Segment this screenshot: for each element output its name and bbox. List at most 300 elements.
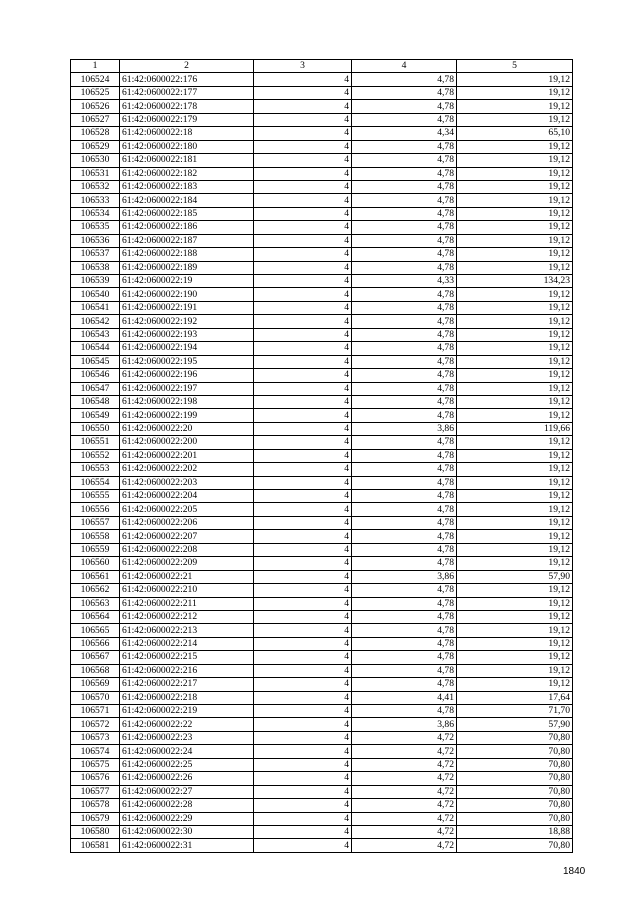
row-id-cell: 106561: [71, 570, 120, 583]
value-4-cell: 4,78: [352, 73, 457, 86]
column-header-2: 2: [120, 60, 254, 73]
value-4-cell: 4,78: [352, 516, 457, 529]
row-id-cell: 106577: [71, 785, 120, 798]
cadastral-number-cell: 61:42:0600022:187: [120, 234, 254, 247]
value-5-cell: 19,12: [457, 436, 573, 449]
table-row: [71, 664, 573, 677]
cadastral-number-cell: 61:42:0600022:200: [120, 436, 254, 449]
table-row: [71, 570, 573, 583]
table-row: [71, 113, 573, 126]
table-row: [71, 463, 573, 476]
cadastral-number-cell: 61:42:0600022:194: [120, 342, 254, 355]
value-4-cell: 4,78: [352, 557, 457, 570]
table-row: [71, 436, 573, 449]
row-id-cell: 106557: [71, 516, 120, 529]
value-5-cell: 70,80: [457, 812, 573, 825]
cadastral-number-cell: 61:42:0600022:207: [120, 530, 254, 543]
cadastral-number-cell: 61:42:0600022:25: [120, 758, 254, 771]
value-3-cell: 4: [254, 718, 352, 731]
value-4-cell: 4,78: [352, 154, 457, 167]
row-id-cell: 106568: [71, 664, 120, 677]
table-row: [71, 382, 573, 395]
cadastral-number-cell: 61:42:0600022:195: [120, 355, 254, 368]
table-row: [71, 100, 573, 113]
row-id-cell: 106572: [71, 718, 120, 731]
value-3-cell: 4: [254, 678, 352, 691]
value-3-cell: 4: [254, 799, 352, 812]
cadastral-number-cell: 61:42:0600022:202: [120, 463, 254, 476]
column-header-3: 3: [254, 60, 352, 73]
value-3-cell: 4: [254, 745, 352, 758]
value-5-cell: 19,12: [457, 449, 573, 462]
value-3-cell: 4: [254, 355, 352, 368]
value-3-cell: 4: [254, 785, 352, 798]
cadastral-number-cell: 61:42:0600022:185: [120, 207, 254, 220]
value-5-cell: 19,12: [457, 503, 573, 516]
table-body: [71, 73, 573, 852]
value-3-cell: 4: [254, 584, 352, 597]
table-row: [71, 812, 573, 825]
table-row: [71, 584, 573, 597]
value-3-cell: 4: [254, 476, 352, 489]
cadastral-number-cell: 61:42:0600022:205: [120, 503, 254, 516]
cadastral-number-cell: 61:42:0600022:26: [120, 772, 254, 785]
value-5-cell: 70,80: [457, 731, 573, 744]
value-3-cell: 4: [254, 758, 352, 771]
row-id-cell: 106556: [71, 503, 120, 516]
value-3-cell: 4: [254, 140, 352, 153]
cadastral-number-cell: 61:42:0600022:18: [120, 127, 254, 140]
value-4-cell: 4,78: [352, 288, 457, 301]
cadastral-number-cell: 61:42:0600022:181: [120, 154, 254, 167]
page-number: 1840: [563, 866, 586, 877]
cadastral-number-cell: 61:42:0600022:20: [120, 422, 254, 435]
cadastral-number-cell: 61:42:0600022:189: [120, 261, 254, 274]
value-5-cell: 19,12: [457, 301, 573, 314]
row-id-cell: 106535: [71, 221, 120, 234]
value-3-cell: 4: [254, 557, 352, 570]
value-5-cell: 70,80: [457, 772, 573, 785]
value-3-cell: 4: [254, 503, 352, 516]
table-row: [71, 140, 573, 153]
value-5-cell: 19,12: [457, 610, 573, 623]
value-3-cell: 4: [254, 812, 352, 825]
cadastral-number-cell: 61:42:0600022:213: [120, 624, 254, 637]
value-5-cell: 19,12: [457, 516, 573, 529]
row-id-cell: 106550: [71, 422, 120, 435]
value-4-cell: 4,78: [352, 543, 457, 556]
value-5-cell: 19,12: [457, 315, 573, 328]
value-5-cell: 19,12: [457, 154, 573, 167]
value-5-cell: 70,80: [457, 839, 573, 852]
value-4-cell: 4,78: [352, 597, 457, 610]
value-4-cell: 4,78: [352, 476, 457, 489]
row-id-cell: 106542: [71, 315, 120, 328]
cadastral-number-cell: 61:42:0600022:21: [120, 570, 254, 583]
value-5-cell: 70,80: [457, 745, 573, 758]
row-id-cell: 106552: [71, 449, 120, 462]
value-3-cell: 4: [254, 127, 352, 140]
value-4-cell: 4,78: [352, 651, 457, 664]
value-4-cell: 4,78: [352, 342, 457, 355]
value-5-cell: 19,12: [457, 73, 573, 86]
value-3-cell: 4: [254, 221, 352, 234]
value-5-cell: 19,12: [457, 288, 573, 301]
value-3-cell: 4: [254, 301, 352, 314]
value-5-cell: 19,12: [457, 234, 573, 247]
value-3-cell: 4: [254, 369, 352, 382]
value-3-cell: 4: [254, 436, 352, 449]
cadastral-number-cell: 61:42:0600022:22: [120, 718, 254, 731]
row-id-cell: 106546: [71, 369, 120, 382]
row-id-cell: 106576: [71, 772, 120, 785]
row-id-cell: 106541: [71, 301, 120, 314]
table-row: [71, 785, 573, 798]
table-row: [71, 678, 573, 691]
row-id-cell: 106567: [71, 651, 120, 664]
value-3-cell: 4: [254, 100, 352, 113]
value-3-cell: 4: [254, 315, 352, 328]
cadastral-number-cell: 61:42:0600022:31: [120, 839, 254, 852]
value-3-cell: 4: [254, 731, 352, 744]
value-5-cell: 19,12: [457, 113, 573, 126]
value-3-cell: 4: [254, 624, 352, 637]
value-4-cell: 4,72: [352, 839, 457, 852]
value-4-cell: 4,78: [352, 301, 457, 314]
row-id-cell: 106531: [71, 167, 120, 180]
value-4-cell: 4,78: [352, 503, 457, 516]
value-4-cell: 4,78: [352, 194, 457, 207]
table-row: [71, 624, 573, 637]
row-id-cell: 106525: [71, 86, 120, 99]
value-4-cell: 4,78: [352, 409, 457, 422]
table-row: [71, 248, 573, 261]
value-3-cell: 4: [254, 772, 352, 785]
table-row: [71, 422, 573, 435]
value-5-cell: 19,12: [457, 584, 573, 597]
table-row: [71, 73, 573, 86]
value-5-cell: 19,12: [457, 651, 573, 664]
value-4-cell: 4,41: [352, 691, 457, 704]
column-header-1: 1: [71, 60, 120, 73]
value-3-cell: 4: [254, 570, 352, 583]
value-3-cell: 4: [254, 154, 352, 167]
value-5-cell: 70,80: [457, 785, 573, 798]
cadastral-number-cell: 61:42:0600022:180: [120, 140, 254, 153]
value-4-cell: 4,34: [352, 127, 457, 140]
value-3-cell: 4: [254, 167, 352, 180]
table-row: [71, 651, 573, 664]
column-header-5: 5: [457, 60, 573, 73]
value-5-cell: 19,12: [457, 597, 573, 610]
cadastral-number-cell: 61:42:0600022:218: [120, 691, 254, 704]
value-3-cell: 4: [254, 113, 352, 126]
value-4-cell: 4,78: [352, 463, 457, 476]
table-row: [71, 275, 573, 288]
value-4-cell: 4,78: [352, 705, 457, 718]
cadastral-number-cell: 61:42:0600022:184: [120, 194, 254, 207]
value-3-cell: 4: [254, 664, 352, 677]
value-4-cell: 4,78: [352, 261, 457, 274]
value-4-cell: 4,72: [352, 799, 457, 812]
value-4-cell: 4,78: [352, 328, 457, 341]
value-5-cell: 19,12: [457, 543, 573, 556]
value-4-cell: 4,78: [352, 180, 457, 193]
cadastral-number-cell: 61:42:0600022:182: [120, 167, 254, 180]
cadastral-number-cell: 61:42:0600022:27: [120, 785, 254, 798]
header-row: [71, 60, 573, 73]
value-5-cell: 19,12: [457, 180, 573, 193]
value-4-cell: 4,72: [352, 772, 457, 785]
value-5-cell: 70,80: [457, 799, 573, 812]
value-4-cell: 4,78: [352, 369, 457, 382]
cadastral-number-cell: 61:42:0600022:176: [120, 73, 254, 86]
value-5-cell: 19,12: [457, 369, 573, 382]
value-5-cell: 19,12: [457, 382, 573, 395]
cadastral-number-cell: 61:42:0600022:216: [120, 664, 254, 677]
value-5-cell: 18,88: [457, 825, 573, 838]
value-4-cell: 4,72: [352, 745, 457, 758]
cadastral-number-cell: 61:42:0600022:30: [120, 825, 254, 838]
value-5-cell: 134,23: [457, 275, 573, 288]
table-row: [71, 261, 573, 274]
table-row: [71, 691, 573, 704]
table-row: [71, 557, 573, 570]
value-4-cell: 4,72: [352, 812, 457, 825]
table-row: [71, 597, 573, 610]
row-id-cell: 106524: [71, 73, 120, 86]
value-3-cell: 4: [254, 180, 352, 193]
cadastral-number-cell: 61:42:0600022:208: [120, 543, 254, 556]
row-id-cell: 106554: [71, 476, 120, 489]
value-5-cell: 19,12: [457, 637, 573, 650]
row-id-cell: 106566: [71, 637, 120, 650]
value-5-cell: 19,12: [457, 476, 573, 489]
cadastral-number-cell: 61:42:0600022:214: [120, 637, 254, 650]
table-row: [71, 234, 573, 247]
value-4-cell: 4,78: [352, 355, 457, 368]
value-5-cell: 19,12: [457, 194, 573, 207]
row-id-cell: 106574: [71, 745, 120, 758]
value-5-cell: 19,12: [457, 678, 573, 691]
value-4-cell: 4,78: [352, 100, 457, 113]
cadastral-number-cell: 61:42:0600022:203: [120, 476, 254, 489]
row-id-cell: 106537: [71, 248, 120, 261]
row-id-cell: 106528: [71, 127, 120, 140]
row-id-cell: 106578: [71, 799, 120, 812]
value-4-cell: 4,78: [352, 449, 457, 462]
value-3-cell: 4: [254, 490, 352, 503]
value-5-cell: 19,12: [457, 355, 573, 368]
table-row: [71, 503, 573, 516]
value-5-cell: 19,12: [457, 530, 573, 543]
table-row: [71, 825, 573, 838]
value-3-cell: 4: [254, 825, 352, 838]
table-row: [71, 490, 573, 503]
table-row: [71, 637, 573, 650]
value-4-cell: 4,78: [352, 382, 457, 395]
row-id-cell: 106551: [71, 436, 120, 449]
value-3-cell: 4: [254, 288, 352, 301]
table-row: [71, 221, 573, 234]
value-4-cell: 4,72: [352, 825, 457, 838]
value-4-cell: 3,86: [352, 718, 457, 731]
table-row: [71, 476, 573, 489]
row-id-cell: 106573: [71, 731, 120, 744]
value-4-cell: 4,78: [352, 664, 457, 677]
cadastral-number-cell: 61:42:0600022:217: [120, 678, 254, 691]
table-row: [71, 167, 573, 180]
row-id-cell: 106526: [71, 100, 120, 113]
value-4-cell: 4,72: [352, 785, 457, 798]
value-4-cell: 4,78: [352, 637, 457, 650]
value-5-cell: 17,64: [457, 691, 573, 704]
cadastral-number-cell: 61:42:0600022:188: [120, 248, 254, 261]
row-id-cell: 106534: [71, 207, 120, 220]
value-5-cell: 19,12: [457, 207, 573, 220]
table-row: [71, 207, 573, 220]
cadastral-number-cell: 61:42:0600022:183: [120, 180, 254, 193]
value-4-cell: 4,78: [352, 678, 457, 691]
row-id-cell: 106569: [71, 678, 120, 691]
value-4-cell: 4,78: [352, 490, 457, 503]
value-4-cell: 4,72: [352, 731, 457, 744]
value-3-cell: 4: [254, 207, 352, 220]
value-5-cell: 19,12: [457, 248, 573, 261]
table-row: [71, 86, 573, 99]
table-row: [71, 731, 573, 744]
row-id-cell: 106540: [71, 288, 120, 301]
table-row: [71, 328, 573, 341]
data-table: [70, 59, 573, 853]
table-row: [71, 758, 573, 771]
cadastral-number-cell: 61:42:0600022:178: [120, 100, 254, 113]
value-4-cell: 4,78: [352, 248, 457, 261]
table-row: [71, 369, 573, 382]
value-3-cell: 4: [254, 610, 352, 623]
value-4-cell: 4,78: [352, 167, 457, 180]
cadastral-number-cell: 61:42:0600022:28: [120, 799, 254, 812]
cadastral-number-cell: 61:42:0600022:197: [120, 382, 254, 395]
cadastral-number-cell: 61:42:0600022:24: [120, 745, 254, 758]
table-row: [71, 409, 573, 422]
cadastral-number-cell: 61:42:0600022:211: [120, 597, 254, 610]
value-5-cell: 19,12: [457, 167, 573, 180]
cadastral-number-cell: 61:42:0600022:29: [120, 812, 254, 825]
cadastral-number-cell: 61:42:0600022:191: [120, 301, 254, 314]
value-4-cell: 4,78: [352, 436, 457, 449]
row-id-cell: 106575: [71, 758, 120, 771]
value-5-cell: 65,10: [457, 127, 573, 140]
row-id-cell: 106562: [71, 584, 120, 597]
value-3-cell: 4: [254, 382, 352, 395]
value-5-cell: 19,12: [457, 557, 573, 570]
cadastral-number-cell: 61:42:0600022:23: [120, 731, 254, 744]
row-id-cell: 106579: [71, 812, 120, 825]
cadastral-number-cell: 61:42:0600022:190: [120, 288, 254, 301]
value-3-cell: 4: [254, 637, 352, 650]
value-5-cell: 19,12: [457, 86, 573, 99]
cadastral-number-cell: 61:42:0600022:196: [120, 369, 254, 382]
value-3-cell: 4: [254, 705, 352, 718]
row-id-cell: 106570: [71, 691, 120, 704]
value-5-cell: 19,12: [457, 463, 573, 476]
value-4-cell: 4,33: [352, 275, 457, 288]
value-3-cell: 4: [254, 463, 352, 476]
row-id-cell: 106539: [71, 275, 120, 288]
table-row: [71, 718, 573, 731]
table-row: [71, 449, 573, 462]
value-3-cell: 4: [254, 342, 352, 355]
table-row: [71, 180, 573, 193]
row-id-cell: 106571: [71, 705, 120, 718]
row-id-cell: 106581: [71, 839, 120, 852]
value-5-cell: 70,80: [457, 758, 573, 771]
cadastral-number-cell: 61:42:0600022:193: [120, 328, 254, 341]
value-5-cell: 57,90: [457, 718, 573, 731]
table-row: [71, 395, 573, 408]
row-id-cell: 106532: [71, 180, 120, 193]
value-5-cell: 119,66: [457, 422, 573, 435]
value-3-cell: 4: [254, 86, 352, 99]
value-5-cell: 19,12: [457, 409, 573, 422]
row-id-cell: 106530: [71, 154, 120, 167]
table-row: [71, 301, 573, 314]
value-3-cell: 4: [254, 543, 352, 556]
row-id-cell: 106549: [71, 409, 120, 422]
value-4-cell: 4,78: [352, 86, 457, 99]
row-id-cell: 106558: [71, 530, 120, 543]
value-3-cell: 4: [254, 839, 352, 852]
value-3-cell: 4: [254, 275, 352, 288]
table-row: [71, 342, 573, 355]
cadastral-number-cell: 61:42:0600022:209: [120, 557, 254, 570]
row-id-cell: 106559: [71, 543, 120, 556]
row-id-cell: 106580: [71, 825, 120, 838]
value-3-cell: 4: [254, 194, 352, 207]
cadastral-number-cell: 61:42:0600022:179: [120, 113, 254, 126]
value-5-cell: 19,12: [457, 221, 573, 234]
table-row: [71, 745, 573, 758]
row-id-cell: 106547: [71, 382, 120, 395]
value-3-cell: 4: [254, 395, 352, 408]
value-3-cell: 4: [254, 651, 352, 664]
table-row: [71, 530, 573, 543]
cadastral-number-cell: 61:42:0600022:198: [120, 395, 254, 408]
table-row: [71, 610, 573, 623]
value-5-cell: 19,12: [457, 624, 573, 637]
row-id-cell: 106548: [71, 395, 120, 408]
row-id-cell: 106533: [71, 194, 120, 207]
cadastral-number-cell: 61:42:0600022:177: [120, 86, 254, 99]
table-row: [71, 154, 573, 167]
value-5-cell: 19,12: [457, 664, 573, 677]
table-row: [71, 799, 573, 812]
cadastral-number-cell: 61:42:0600022:192: [120, 315, 254, 328]
row-id-cell: 106538: [71, 261, 120, 274]
cadastral-number-cell: 61:42:0600022:212: [120, 610, 254, 623]
value-3-cell: 4: [254, 261, 352, 274]
table-row: [71, 288, 573, 301]
table-row: [71, 355, 573, 368]
value-4-cell: 4,78: [352, 234, 457, 247]
value-3-cell: 4: [254, 73, 352, 86]
value-4-cell: 4,78: [352, 610, 457, 623]
value-5-cell: 19,12: [457, 342, 573, 355]
value-5-cell: 19,12: [457, 140, 573, 153]
row-id-cell: 106563: [71, 597, 120, 610]
value-3-cell: 4: [254, 530, 352, 543]
